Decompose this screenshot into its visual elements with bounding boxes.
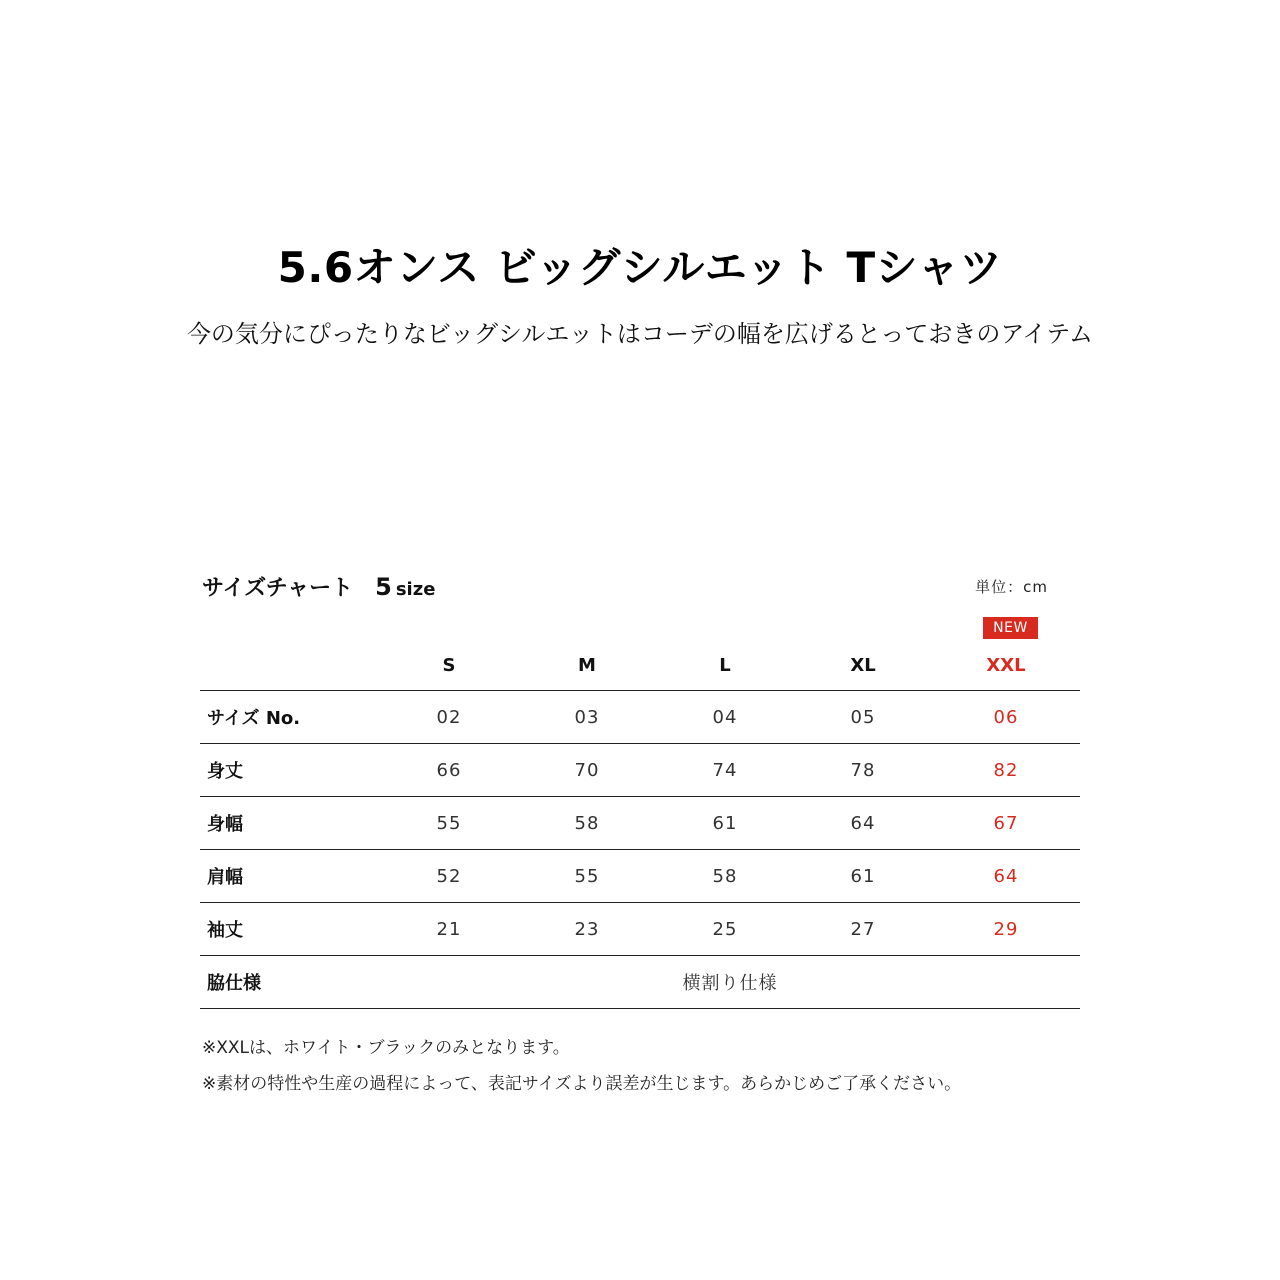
table-cell: 05 — [794, 691, 932, 744]
size-header-l: L — [656, 640, 794, 691]
table-cell: 52 — [380, 850, 518, 903]
table-cell: 27 — [794, 903, 932, 956]
table-row — [200, 903, 1080, 956]
table-row — [200, 691, 1080, 744]
size-header-s: S — [380, 640, 518, 691]
size-chart-title: サイズチャート — [202, 576, 354, 601]
size-count — [375, 573, 436, 601]
table-cell-xxl: 29 — [932, 903, 1080, 956]
table-cell: 61 — [656, 797, 794, 850]
table-cell: 04 — [656, 691, 794, 744]
table-cell: 03 — [518, 691, 656, 744]
size-header-xl: XL — [794, 640, 932, 691]
table-cell: 78 — [794, 744, 932, 797]
row-label-length: 身丈 — [200, 744, 380, 797]
page-subtitle: 今の気分にぴったりなビッグシルエットはコーデの幅を広げるとっておきのアイテム — [186, 320, 1094, 348]
page-title: 5.6オンス ビッグシルエット Tシャツ — [277, 243, 1003, 292]
size-chart-heading — [202, 570, 435, 607]
table-cell-xxl: 67 — [932, 797, 1080, 850]
row-label-size-no: サイズ No. — [200, 691, 380, 744]
table-cell: 25 — [656, 903, 794, 956]
table-cell: 70 — [518, 744, 656, 797]
table-cell: 64 — [794, 797, 932, 850]
side-spec-value: 横割り仕様 — [380, 956, 1080, 1009]
size-table — [200, 640, 1080, 1009]
row-label-side-spec: 脇仕様 — [200, 956, 380, 1009]
table-row — [200, 850, 1080, 903]
size-header-row — [200, 640, 1080, 691]
table-row-side-spec — [200, 956, 1080, 1009]
table-row — [200, 797, 1080, 850]
table-cell: 66 — [380, 744, 518, 797]
table-cell-xxl: 82 — [932, 744, 1080, 797]
table-cell: 61 — [794, 850, 932, 903]
row-label-sleeve-length: 袖丈 — [200, 903, 380, 956]
table-cell: 21 — [380, 903, 518, 956]
new-badge: NEW — [983, 617, 1038, 639]
size-header-xxl: XXL — [932, 640, 1080, 691]
notes — [202, 1030, 961, 1102]
unit-note: 単位：cm — [975, 578, 1048, 596]
table-row — [200, 744, 1080, 797]
note-size-tolerance: ※素材の特性や生産の過程によって、表記サイズより誤差が生じます。あらかじめご了承ください。 — [202, 1074, 962, 1094]
table-cell-xxl: 06 — [932, 691, 1080, 744]
table-cell-xxl: 64 — [932, 850, 1080, 903]
size-count-number: 5 — [375, 573, 392, 601]
table-cell: 74 — [656, 744, 794, 797]
row-label-shoulder-width: 肩幅 — [200, 850, 380, 903]
table-cell: 55 — [518, 850, 656, 903]
header-empty-cell — [200, 640, 380, 691]
table-cell: 55 — [380, 797, 518, 850]
row-label-body-width: 身幅 — [200, 797, 380, 850]
table-cell: 58 — [656, 850, 794, 903]
table-cell: 02 — [380, 691, 518, 744]
note-xxl-colors: ※XXLは、ホワイト・ブラックのみとなります。 — [202, 1038, 570, 1058]
table-cell: 23 — [518, 903, 656, 956]
table-cell: 58 — [518, 797, 656, 850]
size-header-m: M — [518, 640, 656, 691]
size-count-unit: size — [395, 579, 436, 600]
